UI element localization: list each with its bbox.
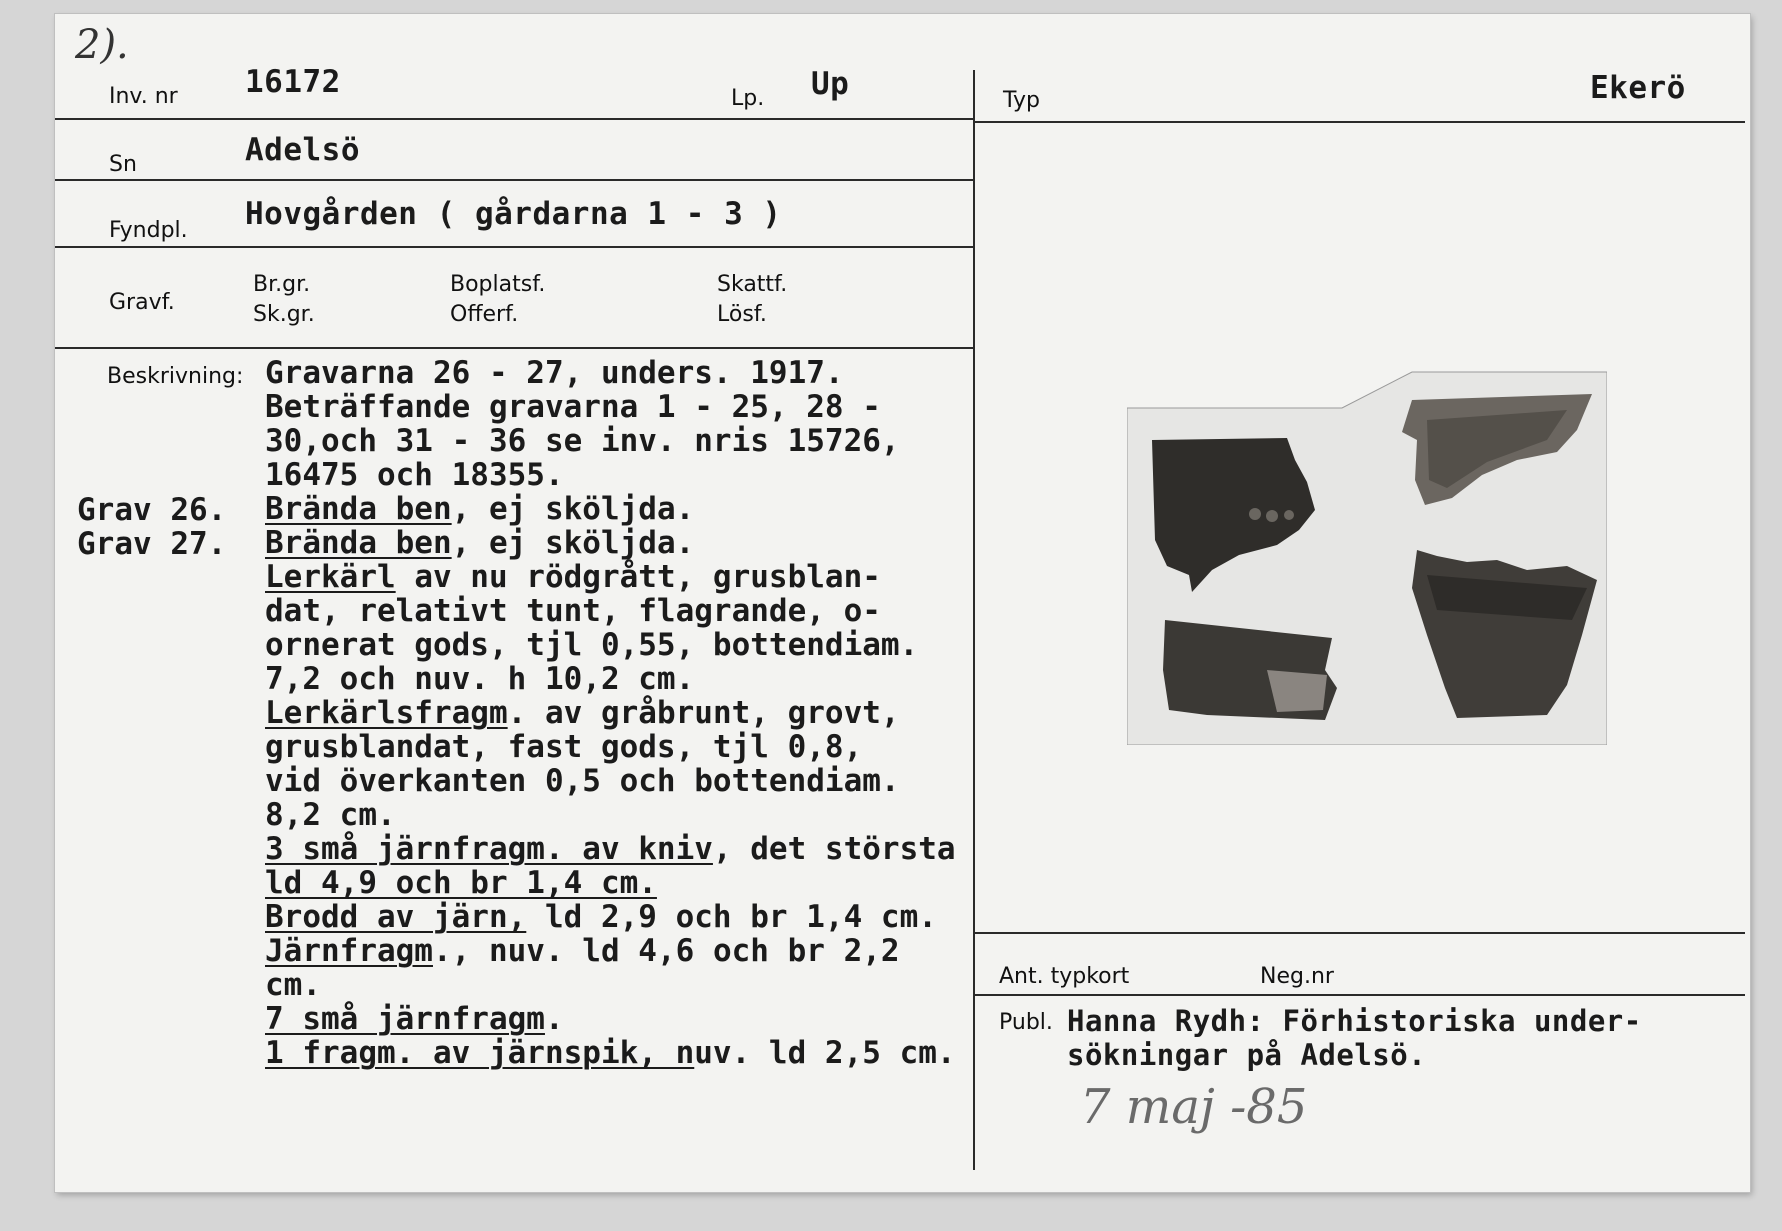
desc-line: cm. [265,967,321,1003]
handwritten-date: 7 maj -85 [1080,1079,1308,1135]
inv-nr-label: Inv. nr [109,84,178,109]
desc-line: grusblandat, fast gods, tjl 0,8, [265,729,863,765]
gravf-option-skattf: Skattf. [717,272,788,297]
sn-value: Adelsö [245,132,360,168]
desc-line: dat, relativt tunt, flagrande, o- [265,593,881,629]
desc-line: 7,2 och nuv. h 10,2 cm. [265,661,695,697]
ant-typkort-label: Ant. typkort [999,964,1130,989]
publ-line-2: sökningar på Adelsö. [1067,1038,1427,1072]
typ-label: Typ [1003,88,1040,113]
desc-line: 7 små järnfragm. [265,1001,564,1037]
fyndpl-label: Fyndpl. [109,218,188,243]
beskrivning-label: Beskrivning: [107,364,244,389]
desc-line: vid överkanten 0,5 och bottendiam. [265,763,900,799]
fyndpl-value: Hovgården ( gårdarna 1 - 3 ) [245,196,782,232]
desc-line: Brända ben, ej sköljda. [265,525,695,561]
lp-label: Lp. [731,86,765,111]
rule-neg [975,994,1745,996]
desc-line: Järnfragm., nuv. ld 4,6 och br 2,2 [265,933,900,969]
desc-line: Gravarna 26 - 27, unders. 1917. [265,355,844,391]
catalog-card [55,14,1750,1192]
rule-ant [975,932,1745,934]
desc-line: Lerkärlsfragm. av gråbrunt, grovt, [265,695,900,731]
rule-typ [975,121,1745,123]
desc-line: Lerkärl av nu rödgrått, grusblan- [265,559,881,595]
typ-value: Ekerö [1590,70,1686,106]
lp-value: Up [811,66,850,102]
rule-center [973,70,975,1170]
rule-fyndpl [55,246,975,248]
gravf-option-boplatsf: Boplatsf. [450,272,546,297]
gravf-label: Gravf. [109,290,175,315]
desc-line: 16475 och 18355. [265,457,564,493]
rule-sn [55,179,975,181]
description-text [265,356,956,1070]
desc-line: 8,2 cm. [265,797,396,833]
grav-27-label: Grav 27. [77,526,227,562]
desc-line: 1 fragm. av järnspik, nuv. ld 2,5 cm. [265,1035,956,1071]
desc-line: Beträffande gravarna 1 - 25, 28 - [265,389,881,425]
artefact-photo [1127,370,1607,745]
desc-line: Brodd av järn, ld 2,9 och br 1,4 cm. [265,899,937,935]
gravf-option-losf: Lösf. [717,302,767,327]
inv-nr-value: 16172 [245,64,341,100]
desc-line: ld 4,9 och br 1,4 cm. [265,865,657,901]
gravf-option-brgr: Br.gr. [253,272,311,297]
corner-note: 2). [75,22,129,68]
gravf-option-offerf: Offerf. [450,302,519,327]
rule-gravf [55,347,975,349]
sn-label: Sn [109,152,137,177]
rule-inv [55,118,975,120]
desc-line: Brända ben, ej sköljda. [265,491,695,527]
gravf-option-skgr: Sk.gr. [253,302,315,327]
desc-line: ornerat gods, tjl 0,55, bottendiam. [265,627,919,663]
publ-label: Publ. [999,1010,1053,1035]
grav-26-label: Grav 26. [77,492,227,528]
publ-line-1: Hanna Rydh: Förhistoriska under- [1067,1004,1642,1038]
desc-line: 3 små järnfragm. av kniv, det största [265,831,956,867]
neg-nr-label: Neg.nr [1260,964,1334,989]
desc-line: 30,och 31 - 36 se inv. nris 15726, [265,423,900,459]
